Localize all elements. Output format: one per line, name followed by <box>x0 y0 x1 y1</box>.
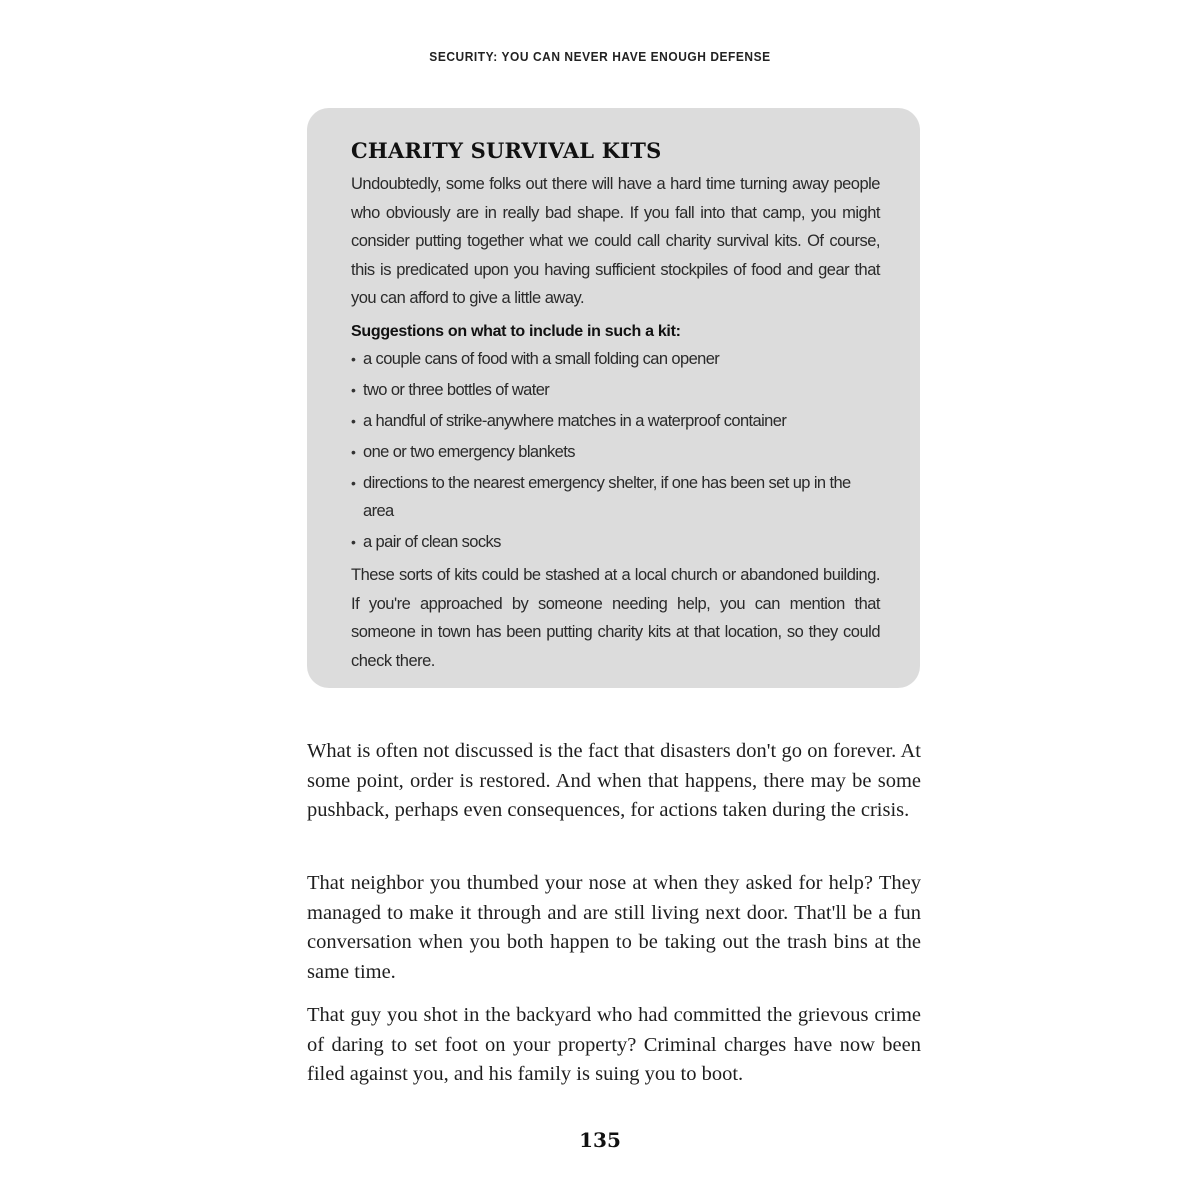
body-paragraph: What is often not discussed is the fact that disasters don't go on forever. At some point, order is restored. And when that happens, there may be some pushback, perhaps even consequences, for actions taken during the crisis. <box>307 740 921 822</box>
list-item-text: a pair of clean socks <box>363 532 501 551</box>
bullet-icon: • <box>351 474 356 491</box>
sidebar-title: CHARITY SURVIVAL KITS <box>351 138 662 163</box>
page-number: 135 <box>579 1128 621 1152</box>
body-paragraph: That guy you shot in the backyard who had committed the grievous crime of daring to set foot on your property? Criminal charges have now been filed against you, and his family is suing you to boot. <box>307 1004 921 1086</box>
list-item-text: two or three bottles of water <box>363 380 550 399</box>
list-item-text: a couple cans of food with a small folding can opener <box>363 349 720 368</box>
sidebar-intro: Undoubtedly, some folks out there will have a hard time turning away people who obviously are in really bad shape. If you fall into that camp, you might consider putting together what we could call charity survival kits. Of course, this is predicated upon you having sufficient stockpiles of food and gear that you can afford to give a little away. <box>351 175 880 308</box>
sidebar-closing: These sorts of kits could be stashed at a local church or abandoned building. If you're approached by someone needing help, you can mention that someone in town has been putting charity kits at that location, so they could check there. <box>351 565 880 670</box>
list-item-text: one or two emergency blankets <box>363 442 575 461</box>
bullet-icon: • <box>351 381 356 398</box>
running-head: SECURITY: YOU CAN NEVER HAVE ENOUGH DEFENSE <box>429 49 771 64</box>
list-item <box>351 345 880 373</box>
list-item <box>351 469 880 525</box>
bullet-icon: • <box>351 350 356 367</box>
bullet-icon: • <box>351 412 356 429</box>
sidebar-box <box>307 108 920 688</box>
list-item-text: a handful of strike-anywhere matches in a waterproof container <box>363 411 787 430</box>
list-item <box>351 376 880 404</box>
list-item-text: directions to the nearest emergency shelter, if one has been set up in the area <box>363 473 851 520</box>
list-item <box>351 528 880 556</box>
list-item <box>351 438 880 466</box>
kit-list <box>351 345 880 556</box>
body-paragraph: That neighbor you thumbed your nose at when they asked for help? They managed to make it through and are still living next door. That'll be a fun conversation when you both happen to be taking out the trash bins at the same time. <box>307 872 921 984</box>
sidebar-subhead: Suggestions on what to include in such a kit: <box>351 322 681 340</box>
bullet-icon: • <box>351 443 356 460</box>
list-item <box>351 407 880 435</box>
bullet-icon: • <box>351 533 356 550</box>
